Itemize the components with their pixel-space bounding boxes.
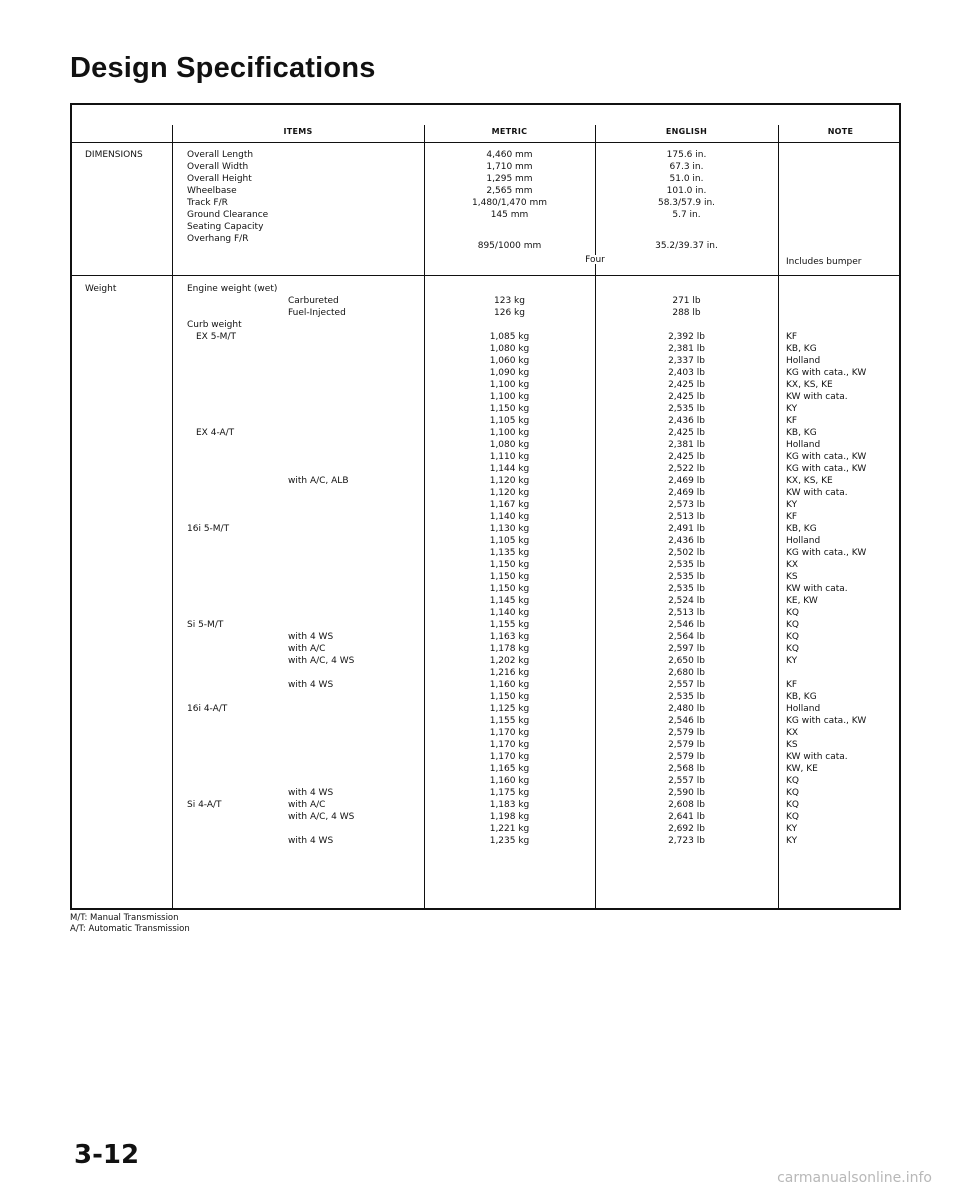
note-value: KS (786, 572, 798, 582)
weight-variant-label (288, 391, 354, 403)
metric-value: 4,460 mm (486, 150, 533, 160)
metric-value: 1,710 mm (486, 162, 533, 172)
metric-value: 1,155 kg (489, 716, 530, 726)
weight-item-label (187, 811, 277, 823)
weight-variant-label (288, 535, 354, 547)
weight-item-label (187, 355, 277, 367)
seating-capacity-value: Four (585, 255, 605, 265)
metric-value: 1,170 kg (489, 728, 530, 738)
weight-variant-label (288, 463, 354, 475)
weight-variant-label: with 4 WS (288, 788, 334, 798)
english-value: 2,535 lb (668, 404, 705, 414)
note-value: KG with cata., KW (786, 452, 867, 462)
metric-value: 1,090 kg (489, 368, 530, 378)
weight-item-label (187, 751, 277, 763)
metric-value: 1,105 kg (489, 416, 530, 426)
dimensions-metric (424, 149, 595, 252)
metric-value: 1,167 kg (489, 500, 530, 510)
weight-variant-label (288, 595, 354, 607)
note-value: KG with cata., KW (786, 716, 867, 726)
metric-value (424, 319, 595, 331)
metric-value: 1,144 kg (489, 464, 530, 474)
weight-variant-label: with 4 WS (288, 632, 334, 642)
header-divider (72, 142, 899, 143)
metric-value: 1,120 kg (489, 476, 530, 486)
english-value: 2,597 lb (668, 644, 705, 654)
english-value: 2,650 lb (668, 656, 705, 666)
weight-variant-label (288, 379, 354, 391)
note-value: KQ (786, 620, 799, 630)
english-value: 2,469 lb (668, 476, 705, 486)
metric-value: 1,140 kg (489, 608, 530, 618)
metric-value: 1,480/1,470 mm (472, 198, 547, 208)
note-value: KW with cata. (786, 584, 848, 594)
english-value: 2,680 lb (668, 668, 705, 678)
weight-item-label (187, 379, 277, 391)
metric-value: 1,175 kg (489, 788, 530, 798)
metric-value: 1,125 kg (489, 704, 530, 714)
note-value: KW, KE (786, 764, 818, 774)
weight-variant-label (288, 487, 354, 499)
footnote: A/T: Automatic Transmission (70, 924, 190, 934)
metric-value: 2,565 mm (486, 186, 533, 196)
note-value: KY (786, 500, 798, 510)
weight-variant-label (288, 427, 354, 439)
english-value: 2,425 lb (668, 380, 705, 390)
note-value (786, 283, 866, 295)
note-value (786, 295, 866, 307)
weight-note-col (786, 283, 866, 847)
note-value: KB, KG (786, 524, 817, 534)
metric-value: 1,100 kg (489, 428, 530, 438)
note-value: KQ (786, 800, 799, 810)
weight-variant-label (288, 571, 354, 583)
english-value: 2,608 lb (668, 800, 705, 810)
weight-category: Weight (85, 284, 117, 294)
weight-item-label (187, 823, 277, 835)
note-value: KB, KG (786, 428, 817, 438)
note-value: KY (786, 404, 798, 414)
weight-variant-label (288, 583, 354, 595)
metric-value: 1,140 kg (489, 512, 530, 522)
english-value: 2,425 lb (668, 428, 705, 438)
english-value: 5.7 in. (672, 210, 701, 220)
metric-value: 1,100 kg (489, 392, 530, 402)
weight-item-label (187, 367, 277, 379)
weight-variant-label (288, 355, 354, 367)
metric-value: 1,170 kg (489, 752, 530, 762)
weight-item-label (187, 643, 277, 655)
english-value: 2,436 lb (668, 416, 705, 426)
weight-variant-label (288, 451, 354, 463)
page-title: Design Specifications (70, 52, 376, 84)
weight-item-label (187, 499, 277, 511)
footnote: M/T: Manual Transmission (70, 913, 179, 923)
english-value: 2,590 lb (668, 788, 705, 798)
metric-value: 126 kg (494, 308, 525, 318)
weight-item-label (187, 535, 277, 547)
english-value: 2,522 lb (668, 464, 705, 474)
metric-value: 1,120 kg (489, 488, 530, 498)
weight-variant-label: Carbureted (288, 296, 339, 306)
column-divider (778, 125, 779, 908)
weight-variant-label (288, 619, 354, 631)
note-value: KQ (786, 776, 799, 786)
metric-value: 1,235 kg (489, 836, 530, 846)
english-value (595, 221, 778, 233)
metric-value: 1,080 kg (489, 440, 530, 450)
watermark-text: carmanualsonline.info (777, 1170, 932, 1186)
weight-item-label (187, 787, 277, 799)
weight-item-label (187, 667, 277, 679)
english-value (595, 283, 778, 295)
note-value: KY (786, 656, 798, 666)
english-value: 2,425 lb (668, 392, 705, 402)
weight-variant-label (288, 823, 354, 835)
weight-variant-label: with A/C, ALB (288, 476, 349, 486)
note-value: KE, KW (786, 596, 818, 606)
weight-variant-label (288, 727, 354, 739)
english-value: 2,535 lb (668, 584, 705, 594)
weight-item-label (187, 763, 277, 775)
weight-item-label (187, 295, 277, 307)
english-value: 2,425 lb (668, 452, 705, 462)
metric-value (424, 221, 595, 233)
weight-item-label (187, 559, 277, 571)
metric-value: 1,150 kg (489, 692, 530, 702)
section-divider (72, 275, 899, 276)
weight-variant-label (288, 319, 354, 331)
note-value: KX (786, 560, 799, 570)
weight-item-label (187, 439, 277, 451)
page-number: 3-12 (74, 1140, 140, 1170)
english-value: 2,491 lb (668, 524, 705, 534)
english-value: 2,381 lb (668, 440, 705, 450)
weight-variant-label (288, 559, 354, 571)
weight-item-label (187, 631, 277, 643)
metric-value: 1,216 kg (489, 668, 530, 678)
weight-variant-label (288, 763, 354, 775)
header-items: ITEMS (283, 127, 313, 136)
note-value: KX (786, 728, 799, 738)
english-value: 2,557 lb (668, 680, 705, 690)
weight-variant-label (288, 739, 354, 751)
weight-item-label (187, 583, 277, 595)
weight-variant-label: with A/C (288, 644, 326, 654)
dimensions-items (187, 149, 268, 245)
weight-variant-label: with 4 WS (288, 680, 334, 690)
metric-value: 123 kg (494, 296, 525, 306)
weight-variant-label (288, 667, 354, 679)
weight-item-label (187, 727, 277, 739)
weight-variant-label: with 4 WS (288, 836, 334, 846)
weight-variant-label (288, 547, 354, 559)
english-value: 2,546 lb (668, 620, 705, 630)
metric-value: 1,110 kg (489, 452, 530, 462)
english-value: 2,535 lb (668, 560, 705, 570)
weight-item-label: Curb weight (187, 320, 242, 330)
metric-value: 1,105 kg (489, 536, 530, 546)
dimension-item: Overall Length (187, 150, 254, 160)
dimension-item: Overall Width (187, 162, 249, 172)
metric-value: 1,160 kg (489, 776, 530, 786)
note-value: KX, KS, KE (786, 380, 833, 390)
english-value: 2,403 lb (668, 368, 705, 378)
dimensions-english (595, 149, 778, 252)
metric-value: 1,183 kg (489, 800, 530, 810)
weight-variant-label (288, 715, 354, 727)
english-value: 2,480 lb (668, 704, 705, 714)
metric-value: 1,160 kg (489, 680, 530, 690)
metric-value: 145 mm (490, 210, 529, 220)
english-value: 2,469 lb (668, 488, 705, 498)
weight-item-label (187, 547, 277, 559)
english-value: 2,513 lb (668, 608, 705, 618)
english-value: 175.6 in. (666, 150, 707, 160)
english-value: 288 lb (672, 308, 701, 318)
english-value: 2,568 lb (668, 764, 705, 774)
english-value: 2,641 lb (668, 812, 705, 822)
note-value: KF (786, 680, 798, 690)
note-value: Holland (786, 356, 821, 366)
dimension-item: Overall Height (187, 174, 252, 184)
note-value: KS (786, 740, 798, 750)
english-value: 2,502 lb (668, 548, 705, 558)
metric-value: 1,100 kg (489, 380, 530, 390)
note-value (786, 319, 866, 331)
metric-value: 1,202 kg (489, 656, 530, 666)
english-value: 2,573 lb (668, 500, 705, 510)
note-value: KB, KG (786, 344, 817, 354)
english-value: 67.3 in. (669, 162, 704, 172)
metric-value: 1,155 kg (489, 620, 530, 630)
note-value (786, 667, 866, 679)
metric-value: 1,080 kg (489, 344, 530, 354)
weight-item-label (187, 847, 277, 859)
note-value: KF (786, 416, 798, 426)
weight-item-label (187, 451, 277, 463)
weight-variant-label: with A/C, 4 WS (288, 812, 355, 822)
weight-variant-label (288, 415, 354, 427)
english-value: 2,337 lb (668, 356, 705, 366)
note-value: KQ (786, 632, 799, 642)
weight-item-label (187, 403, 277, 415)
weight-item-label (187, 487, 277, 499)
dimension-item: Overhang F/R (187, 234, 249, 244)
weight-item-label: EX 4-A/T (196, 428, 235, 438)
metric-value: 1,130 kg (489, 524, 530, 534)
english-value: 51.0 in. (669, 174, 704, 184)
english-value: 2,579 lb (668, 728, 705, 738)
english-value: 35.2/39.37 in. (655, 241, 718, 251)
english-value: 2,564 lb (668, 632, 705, 642)
weight-item-label (187, 655, 277, 667)
weight-variant-col (288, 283, 354, 847)
weight-variant-label (288, 751, 354, 763)
weight-item-label (187, 607, 277, 619)
metric-value: 895/1000 mm (477, 241, 542, 251)
english-value: 2,557 lb (668, 776, 705, 786)
metric-value: 1,150 kg (489, 560, 530, 570)
weight-variant-label (288, 511, 354, 523)
note-value: KQ (786, 608, 799, 618)
weight-variant-label (288, 367, 354, 379)
weight-variant-label (288, 499, 354, 511)
note-value: KF (786, 332, 798, 342)
weight-item-label (187, 571, 277, 583)
weight-item-label (187, 343, 277, 355)
dimension-item: Wheelbase (187, 186, 237, 196)
weight-variant-label (288, 607, 354, 619)
weight-variant-label: with A/C, 4 WS (288, 656, 355, 666)
metric-value: 1,165 kg (489, 764, 530, 774)
header-note: NOTE (827, 127, 854, 136)
header-english: ENGLISH (665, 127, 708, 136)
weight-variant-label (288, 691, 354, 703)
weight-variant-label (288, 523, 354, 535)
english-value: 2,524 lb (668, 596, 705, 606)
metric-value (424, 283, 595, 295)
weight-variant-label (288, 403, 354, 415)
weight-item-label (187, 835, 277, 847)
note-value: KY (786, 824, 798, 834)
weight-variant-label: with A/C (288, 800, 326, 810)
weight-item-label (187, 307, 277, 319)
weight-item-label (187, 511, 277, 523)
english-value: 2,546 lb (668, 716, 705, 726)
english-value: 2,436 lb (668, 536, 705, 546)
note-value: KW with cata. (786, 488, 848, 498)
note-value: KX, KS, KE (786, 476, 833, 486)
weight-item-label (187, 463, 277, 475)
english-value: 271 lb (672, 296, 701, 306)
note-value: KG with cata., KW (786, 464, 867, 474)
english-value: 2,535 lb (668, 572, 705, 582)
metric-value: 1,135 kg (489, 548, 530, 558)
english-value: 2,535 lb (668, 692, 705, 702)
weight-item-label: 16i 5-M/T (187, 524, 230, 534)
weight-item-label (187, 475, 277, 487)
note-value: KG with cata., KW (786, 368, 867, 378)
english-value: 2,513 lb (668, 512, 705, 522)
weight-item-label (187, 739, 277, 751)
note-value: Holland (786, 440, 821, 450)
weight-variant-label (288, 703, 354, 715)
weight-item-label: EX 5-M/T (196, 332, 236, 342)
metric-value: 1,145 kg (489, 596, 530, 606)
note-value: Holland (786, 536, 821, 546)
weight-item-label: Si 4-A/T (187, 800, 222, 810)
dimension-item: Track F/R (187, 198, 228, 208)
metric-value: 1,221 kg (489, 824, 530, 834)
weight-english-col (595, 283, 778, 847)
metric-value: 1,198 kg (489, 812, 530, 822)
weight-variant-label (288, 775, 354, 787)
weight-item-label (187, 391, 277, 403)
note-value: Holland (786, 704, 821, 714)
english-value: 2,723 lb (668, 836, 705, 846)
metric-value: 1,150 kg (489, 572, 530, 582)
english-value: 2,579 lb (668, 740, 705, 750)
english-value: 2,392 lb (668, 332, 705, 342)
english-value: 2,692 lb (668, 824, 705, 834)
header-metric: METRIC (491, 127, 528, 136)
dimensions-category: DIMENSIONS (85, 150, 143, 160)
weight-item-label (187, 715, 277, 727)
weight-variant-label (288, 283, 354, 295)
note-value: KQ (786, 788, 799, 798)
note-value (786, 307, 866, 319)
weight-variant-label (288, 343, 354, 355)
note-value: KF (786, 512, 798, 522)
weight-item-label (187, 415, 277, 427)
weight-variant-label (288, 439, 354, 451)
weight-metric-col (424, 283, 595, 847)
weight-item-label: Engine weight (wet) (187, 284, 278, 294)
english-value: 2,381 lb (668, 344, 705, 354)
metric-value: 1,170 kg (489, 740, 530, 750)
footnotes (70, 913, 190, 935)
metric-value: 1,150 kg (489, 404, 530, 414)
note-value: KB, KG (786, 692, 817, 702)
dimensions-note: Includes bumper (786, 257, 862, 267)
metric-value: 1,150 kg (489, 584, 530, 594)
weight-item-label (187, 691, 277, 703)
metric-value: 1,295 mm (486, 174, 533, 184)
dimension-item: Seating Capacity (187, 222, 264, 232)
weight-variant-label (288, 331, 354, 343)
note-value: KG with cata., KW (786, 548, 867, 558)
english-value: 2,579 lb (668, 752, 705, 762)
weight-item-label (187, 775, 277, 787)
weight-variant-label: Fuel-Injected (288, 308, 346, 318)
english-value (595, 319, 778, 331)
note-value: KQ (786, 812, 799, 822)
note-value: KW with cata. (786, 752, 848, 762)
note-value: KQ (786, 644, 799, 654)
spec-table (70, 103, 901, 910)
weight-item-label (187, 679, 277, 691)
english-value: 101.0 in. (666, 186, 707, 196)
metric-value: 1,178 kg (489, 644, 530, 654)
weight-item-label: Si 5-M/T (187, 620, 224, 630)
weight-item-label (187, 595, 277, 607)
metric-value: 1,060 kg (489, 356, 530, 366)
weight-items-col (187, 283, 277, 859)
metric-value: 1,163 kg (489, 632, 530, 642)
metric-value: 1,085 kg (489, 332, 530, 342)
english-value: 58.3/57.9 in. (657, 198, 716, 208)
dimension-item: Ground Clearance (187, 210, 269, 220)
note-value: KW with cata. (786, 392, 848, 402)
note-value: KY (786, 836, 798, 846)
column-divider (172, 125, 173, 908)
weight-item-label: 16i 4-A/T (187, 704, 228, 714)
